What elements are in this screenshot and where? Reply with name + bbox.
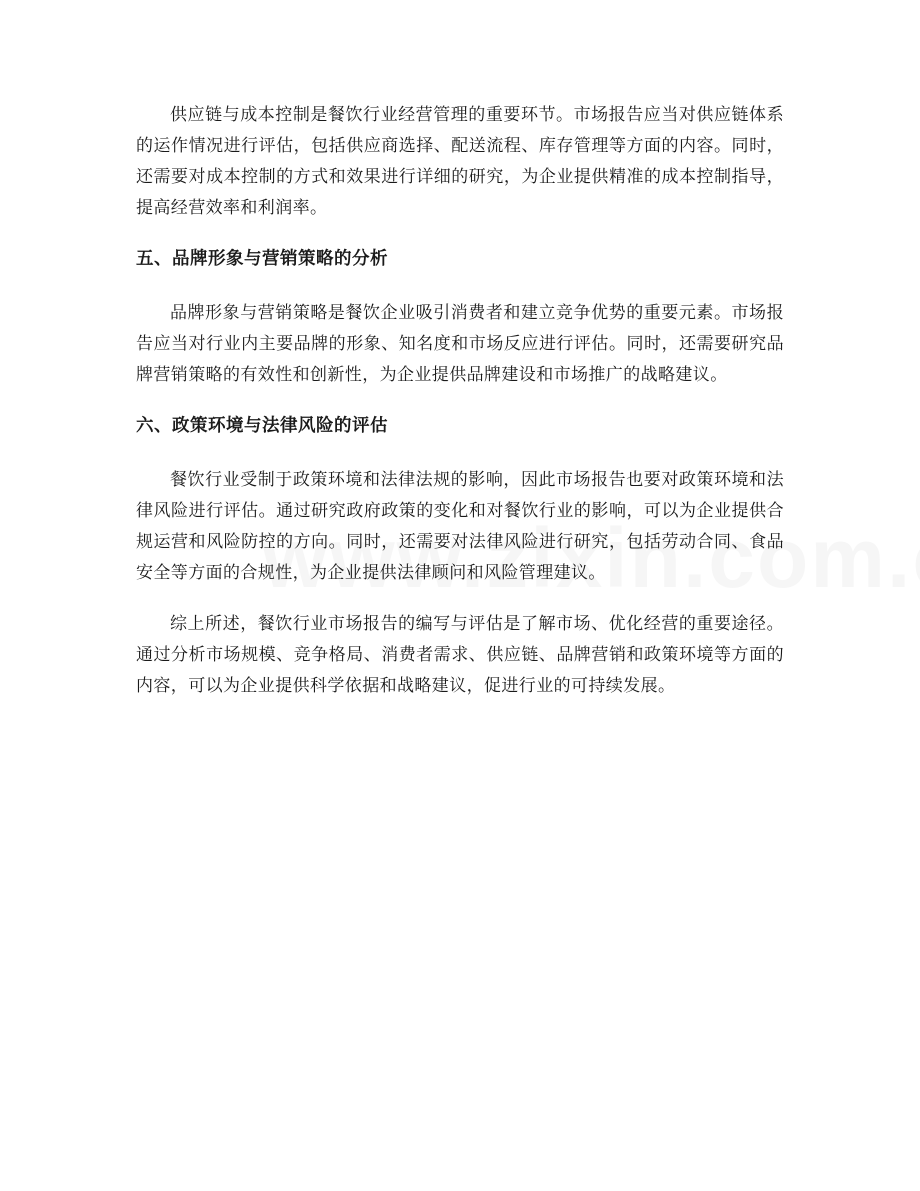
paragraph-policy: 餐饮行业受制于政策环境和法律法规的影响，因此市场报告也要对政策环境和法律风险进行评估。通过研究政府政策的变化和对餐饮行业的影响，可以为企业提供合规运营和风险防控的方向。同时，还需要对法律风险进行研究，包括劳动合同、食品安全等方面的合规性，为企业提供法律顾问和风险管理建议。	[136, 470, 784, 583]
section-heading-brand: 五、品牌形象与营销策略的分析	[136, 249, 388, 269]
section-heading-policy: 六、政策环境与法律风险的评估	[136, 416, 388, 436]
paragraph-supply-chain: 供应链与成本控制是餐饮行业经营管理的重要环节。市场报告应当对供应链体系的运作情况进行评估，包括供应商选择、配送流程、库存管理等方面的内容。同时，还需要对成本控制的方式和效果进行详细的研究，为企业提供精准的成本控制指导，提高经营效率和利润率。	[136, 105, 784, 218]
paragraph-brand: 品牌形象与营销策略是餐饮企业吸引消费者和建立竞争优势的重要元素。市场报告应当对行业内主要品牌的形象、知名度和市场反应进行评估。同时，还需要研究品牌营销策略的有效性和创新性，为企业提供品牌建设和市场推广的战略建议。	[136, 303, 784, 385]
paragraph-conclusion: 综上所述，餐饮行业市场报告的编写与评估是了解市场、优化经营的重要途径。通过分析市场规模、竞争格局、消费者需求、供应链、品牌营销和政策环境等方面的内容，可以为企业提供科学依据和战略建议，促进行业的可持续发展。	[136, 614, 784, 696]
document-body	[136, 100, 784, 722]
